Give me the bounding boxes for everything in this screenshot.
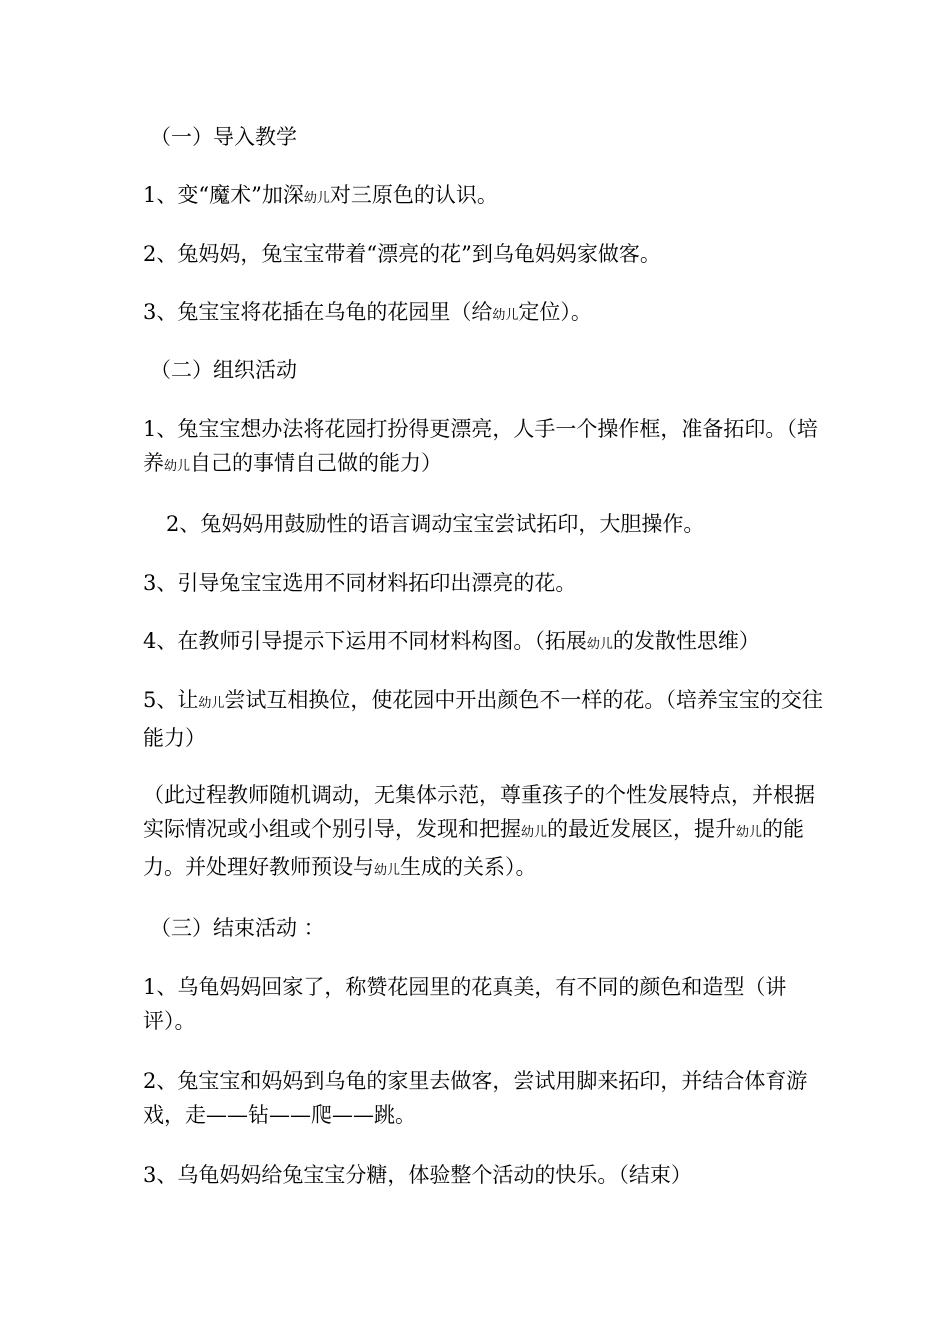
paragraph: [143, 566, 823, 600]
text-run: 定位）。: [518, 300, 592, 324]
text-run: 对三原色的认识。: [329, 183, 498, 207]
text-run: 5、让: [143, 688, 199, 712]
text-run: 的最近发展区，提升: [547, 817, 737, 841]
small-text-run: 幼儿: [374, 863, 401, 878]
text-run: 1、兔宝宝想办法将花园打扮得更漂亮，人手一个操作框，准备拓印。（培养: [143, 417, 818, 475]
text-run: 3、乌龟妈妈给兔宝宝分糖，体验整个活动的快乐。（结束）: [143, 1163, 692, 1187]
paragraph: [166, 507, 846, 541]
text-run: 3、引导兔宝宝选用不同材料拓印出漂亮的花。: [143, 571, 577, 595]
text-run: 尝试互相换位，使花园中开出颜色不一样的花。（培养宝宝的交往能力）: [143, 688, 823, 750]
paragraph: [143, 624, 823, 662]
section-heading-1: [150, 120, 830, 154]
text-run: 4、在教师引导提示下运用不同材料构图。（拓展: [143, 629, 587, 653]
small-text-run: 幼儿: [736, 825, 763, 840]
text-run: 2、兔妈妈，兔宝宝带着“漂亮的花”到乌龟妈妈家做客。: [143, 242, 661, 266]
paragraph-note: [143, 778, 823, 888]
text-run: 3、兔宝宝将花插在乌龟的花园里（给: [143, 300, 493, 324]
text-run: （一）导入教学: [150, 125, 297, 149]
text-run: （二）组织活动: [150, 358, 297, 382]
small-text-run: 幼儿: [586, 637, 613, 652]
paragraph: [143, 412, 823, 484]
small-text-run: 幼儿: [521, 825, 548, 840]
text-run: 2、兔宝宝和妈妈到乌龟的家里去做客，尝试用脚来拓印，并结合体育游戏，走——钻——爬——跳。: [143, 1069, 808, 1127]
text-run: 自己的事情自己做的能力）: [190, 451, 443, 475]
paragraph: [143, 970, 823, 1038]
paragraph: [143, 295, 823, 333]
text-run: 2、兔妈妈用鼓励性的语言调动宝宝尝试拓印，大胆操作。: [166, 512, 705, 536]
paragraph: [143, 1064, 823, 1132]
text-run: （此过程教师随机调动，无集体示范，尊重孩子的个性发展特点，并根据实际情况或小组或个别引导，发现和把握: [143, 783, 815, 841]
paragraph: [143, 237, 823, 271]
text-run: 1、变“魔术”加深: [143, 183, 304, 207]
section-heading-2: [150, 353, 830, 387]
text-run: （三）结束活动 ：: [150, 916, 325, 940]
text-run: 生成的关系）。: [400, 855, 537, 879]
paragraph: [143, 1158, 823, 1192]
section-heading-3: [150, 911, 830, 945]
text-run: 1、乌龟妈妈回家了，称赞花园里的花真美，有不同的颜色和造型（讲评）。: [143, 975, 787, 1033]
small-text-run: 幼儿: [164, 459, 191, 474]
text-run: 的能力。并处理好教师预设与: [143, 817, 805, 879]
small-text-run: 幼儿: [492, 308, 519, 323]
paragraph: [143, 683, 823, 755]
text-run: 的发散性思维）: [612, 629, 760, 653]
small-text-run: 幼儿: [303, 191, 330, 206]
small-text-run: 幼儿: [198, 696, 225, 711]
paragraph: [143, 178, 823, 216]
